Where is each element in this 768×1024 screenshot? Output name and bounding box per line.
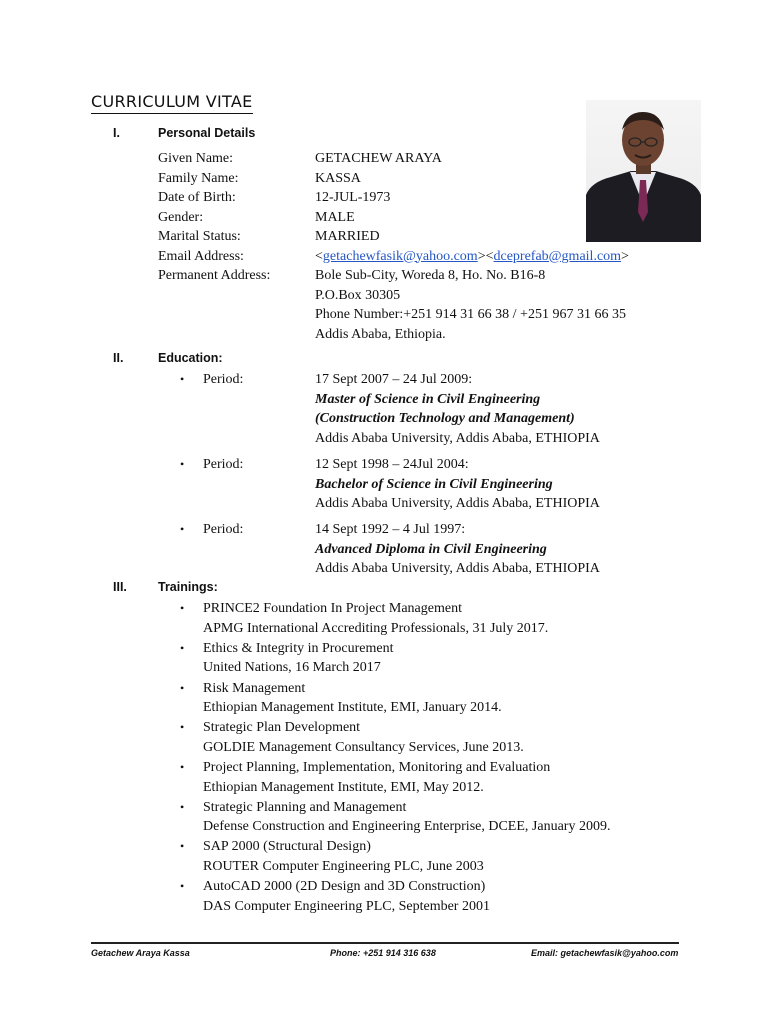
profile-photo — [586, 100, 701, 242]
section-number-trainings: III. — [113, 580, 127, 594]
family-name-label: Family Name: — [158, 170, 239, 186]
period-label: Period: — [203, 522, 244, 537]
given-name-value: GETACHEW ARAYA — [315, 151, 442, 166]
footer-name: Getachew Araya Kassa — [91, 948, 190, 958]
bullet: • — [180, 372, 185, 386]
email-link-gmail[interactable]: dceprefab@gmail.com — [493, 248, 622, 264]
training-name: Ethics & Integrity in Procurement — [203, 640, 394, 656]
address-line: Addis Ababa, Ethiopia. — [315, 326, 446, 342]
training-name: SAP 2000 (Structural Design) — [203, 839, 371, 854]
degree-specialization: (Construction Technology and Management) — [315, 411, 575, 426]
bullet: • — [180, 879, 185, 893]
training-provider: GOLDIE Management Consultancy Services, June 2013. — [203, 739, 524, 755]
address-line: P.O.Box 30305 — [315, 287, 401, 303]
section-number-personal: I. — [113, 126, 120, 140]
training-name: PRINCE2 Foundation In Project Management — [203, 601, 462, 616]
training-provider: Defense Construction and Engineering Enterprise, DCEE, January 2009. — [203, 819, 611, 834]
given-name-label: Given Name: — [158, 151, 234, 166]
document-title: CURRICULUM VITAE — [91, 92, 253, 114]
dob-value: 12-JUL-1973 — [315, 190, 391, 205]
training-name: Risk Management — [203, 680, 306, 696]
training-provider: United Nations, 16 March 2017 — [203, 660, 381, 675]
period-label: Period: — [203, 457, 244, 472]
training-provider: Ethiopian Management Institute, EMI, January 2014. — [203, 700, 502, 715]
training-provider: Ethiopian Management Institute, EMI, May 2012. — [203, 779, 484, 795]
gender-value: MALE — [315, 209, 355, 225]
section-number-education: II. — [113, 351, 124, 365]
period-dates: 17 Sept 2007 – 24 Jul 2009: — [315, 372, 473, 387]
period-dates: 14 Sept 1992 – 4 Jul 1997: — [315, 522, 466, 537]
bullet: • — [180, 457, 185, 471]
degree-title: Master of Science in Civil Engineering — [315, 391, 541, 407]
section-heading-trainings: Trainings: — [158, 580, 218, 594]
school-name: Addis Ababa University, Addis Ababa, ETHIOPIA — [315, 496, 600, 511]
training-name: Strategic Planning and Management — [203, 799, 407, 815]
degree-title: Advanced Diploma in Civil Engineering — [315, 541, 547, 557]
footer-email: Email: getachewfasik@yahoo.com — [531, 948, 679, 958]
bullet: • — [180, 799, 185, 814]
bullet: • — [180, 522, 185, 536]
marital-status-value: MARRIED — [315, 229, 380, 244]
section-heading-education: Education: — [158, 351, 223, 365]
address-line: Bole Sub-City, Woreda 8, Ho. No. B16-8 — [315, 268, 546, 283]
training-name: AutoCAD 2000 (2D Design and 3D Construction) — [203, 879, 486, 894]
email-label: Email Address: — [158, 248, 244, 264]
footer-divider — [91, 942, 679, 944]
period-label: Period: — [203, 372, 244, 387]
school-name: Addis Ababa University, Addis Ababa, ETHIOPIA — [315, 430, 600, 446]
bullet: • — [180, 839, 185, 853]
dob-label: Date of Birth: — [158, 190, 236, 205]
training-name: Strategic Plan Development — [203, 720, 361, 735]
section-heading-personal: Personal Details — [158, 126, 256, 140]
bullet: • — [180, 760, 185, 774]
gender-label: Gender: — [158, 209, 204, 225]
marital-status-label: Marital Status: — [158, 229, 241, 244]
training-provider: DAS Computer Engineering PLC, September 2001 — [203, 898, 490, 914]
address-line: Phone Number:+251 914 31 66 38 / +251 967 31 66 35 — [315, 307, 626, 322]
training-name: Project Planning, Implementation, Monitoring and Evaluation — [203, 760, 551, 775]
training-provider: ROUTER Computer Engineering PLC, June 2003 — [203, 858, 484, 874]
bullet: • — [180, 720, 185, 734]
address-label: Permanent Address: — [158, 268, 271, 283]
bullet: • — [180, 601, 185, 615]
school-name: Addis Ababa University, Addis Ababa, ETHIOPIA — [315, 561, 600, 576]
degree-title: Bachelor of Science in Civil Engineering — [315, 476, 553, 492]
email-link-yahoo[interactable]: getachewfasik@yahoo.com — [322, 248, 478, 264]
training-provider: APMG International Accrediting Professionals, 31 July 2017. — [203, 620, 549, 636]
email-value: <getachewfasik@yahoo.com><dceprefab@gmail.com> — [315, 248, 629, 264]
period-dates: 12 Sept 1998 – 24Jul 2004: — [315, 457, 469, 472]
family-name-value: KASSA — [315, 170, 361, 186]
footer-phone: Phone: +251 914 316 638 — [330, 948, 436, 958]
bullet: • — [180, 680, 185, 695]
bullet: • — [180, 640, 185, 655]
